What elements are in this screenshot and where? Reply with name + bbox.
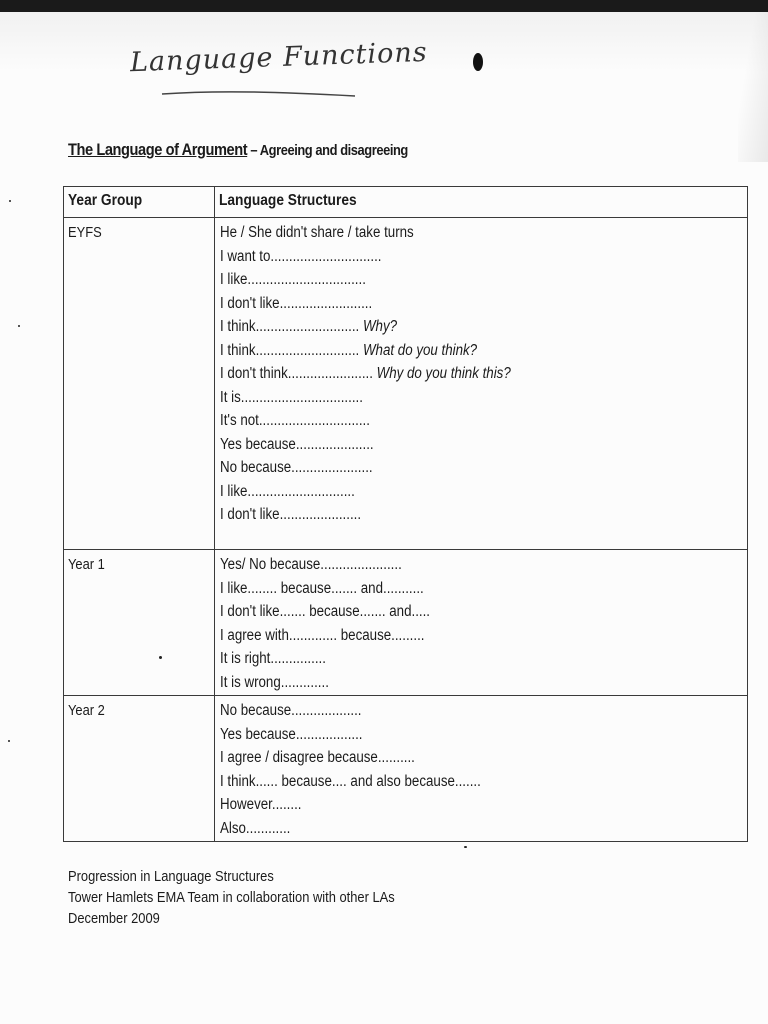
structure-line: No because...................... (220, 459, 373, 476)
structure-line: I agree / disagree because.......... (220, 749, 415, 766)
structure-line: I think............................ What do you think? (220, 341, 478, 359)
language-structures-cell (215, 218, 748, 550)
structure-line: I don't like......................... (220, 294, 373, 312)
structure-line: However........ (220, 796, 302, 813)
header-year-group: Year Group (64, 187, 215, 218)
structure-line: I like............................. (220, 482, 355, 500)
structure-line: It's not.............................. (220, 412, 370, 429)
scan-speck (464, 846, 467, 848)
structure-line: I don't think....................... Why do you think this? (220, 365, 511, 382)
structure-line: Yes because..................... (220, 435, 374, 453)
year-group-cell: Year 1 (64, 550, 215, 696)
scan-speck (9, 200, 11, 202)
year-group-cell: Year 2 (64, 696, 215, 842)
language-structures-table (63, 186, 748, 842)
footer-credits (68, 866, 448, 929)
structure-line: I want to.............................. (220, 247, 382, 265)
table-row (64, 696, 748, 842)
structure-line: Yes because.................. (220, 725, 363, 743)
handwritten-title: Language Functions (129, 36, 429, 79)
structure-line: It is right............... (220, 650, 326, 667)
structure-line: It is................................. (220, 388, 363, 406)
punch-hole-mark (473, 53, 483, 71)
scan-speck (159, 656, 162, 659)
page-heading (68, 140, 408, 160)
structure-line: I don't like...................... (220, 506, 362, 523)
follow-up-question: Why? (362, 318, 398, 335)
structure-line: I like........ because....... and........... (220, 579, 424, 597)
header-language-structures: Language Structures (215, 187, 748, 218)
structure-line: I don't like....... because....... and..... (220, 603, 431, 620)
structure-line: Also............ (220, 819, 291, 837)
structure-line: I agree with............. because......... (220, 626, 425, 644)
scan-speck (8, 740, 10, 742)
table-header-row (64, 187, 748, 218)
language-structures-cell (215, 550, 748, 696)
footer-line: December 2009 (68, 910, 160, 927)
language-structures-cell (215, 696, 748, 842)
structure-line: Yes/ No because...................... (220, 556, 402, 573)
heading-main: The Language of Argument (68, 140, 248, 159)
structure-line: I think...... because.... and also because....... (220, 772, 481, 790)
follow-up-question: Why do you think this? (376, 365, 511, 382)
year-group-cell: EYFS (64, 218, 215, 550)
table-row (64, 218, 748, 550)
page-fold-shadow (738, 12, 768, 162)
structure-line: I like................................ (220, 271, 366, 288)
heading-sub: – Agreeing and disagreeing (247, 142, 408, 159)
scan-speck (18, 325, 20, 327)
table-row (64, 550, 748, 696)
scan-top-edge (0, 0, 768, 12)
footer-line: Tower Hamlets EMA Team in collaboration with other LAs (68, 889, 395, 906)
structure-line: No because................... (220, 702, 362, 719)
footer-line: Progression in Language Structures (68, 868, 274, 885)
follow-up-question: What do you think? (362, 341, 478, 359)
structure-line: I think............................ Why? (220, 318, 398, 335)
structure-line: It is wrong............. (220, 673, 329, 691)
structure-line: He / She didn't share / take turns (220, 224, 414, 241)
handwritten-underline (160, 86, 360, 106)
